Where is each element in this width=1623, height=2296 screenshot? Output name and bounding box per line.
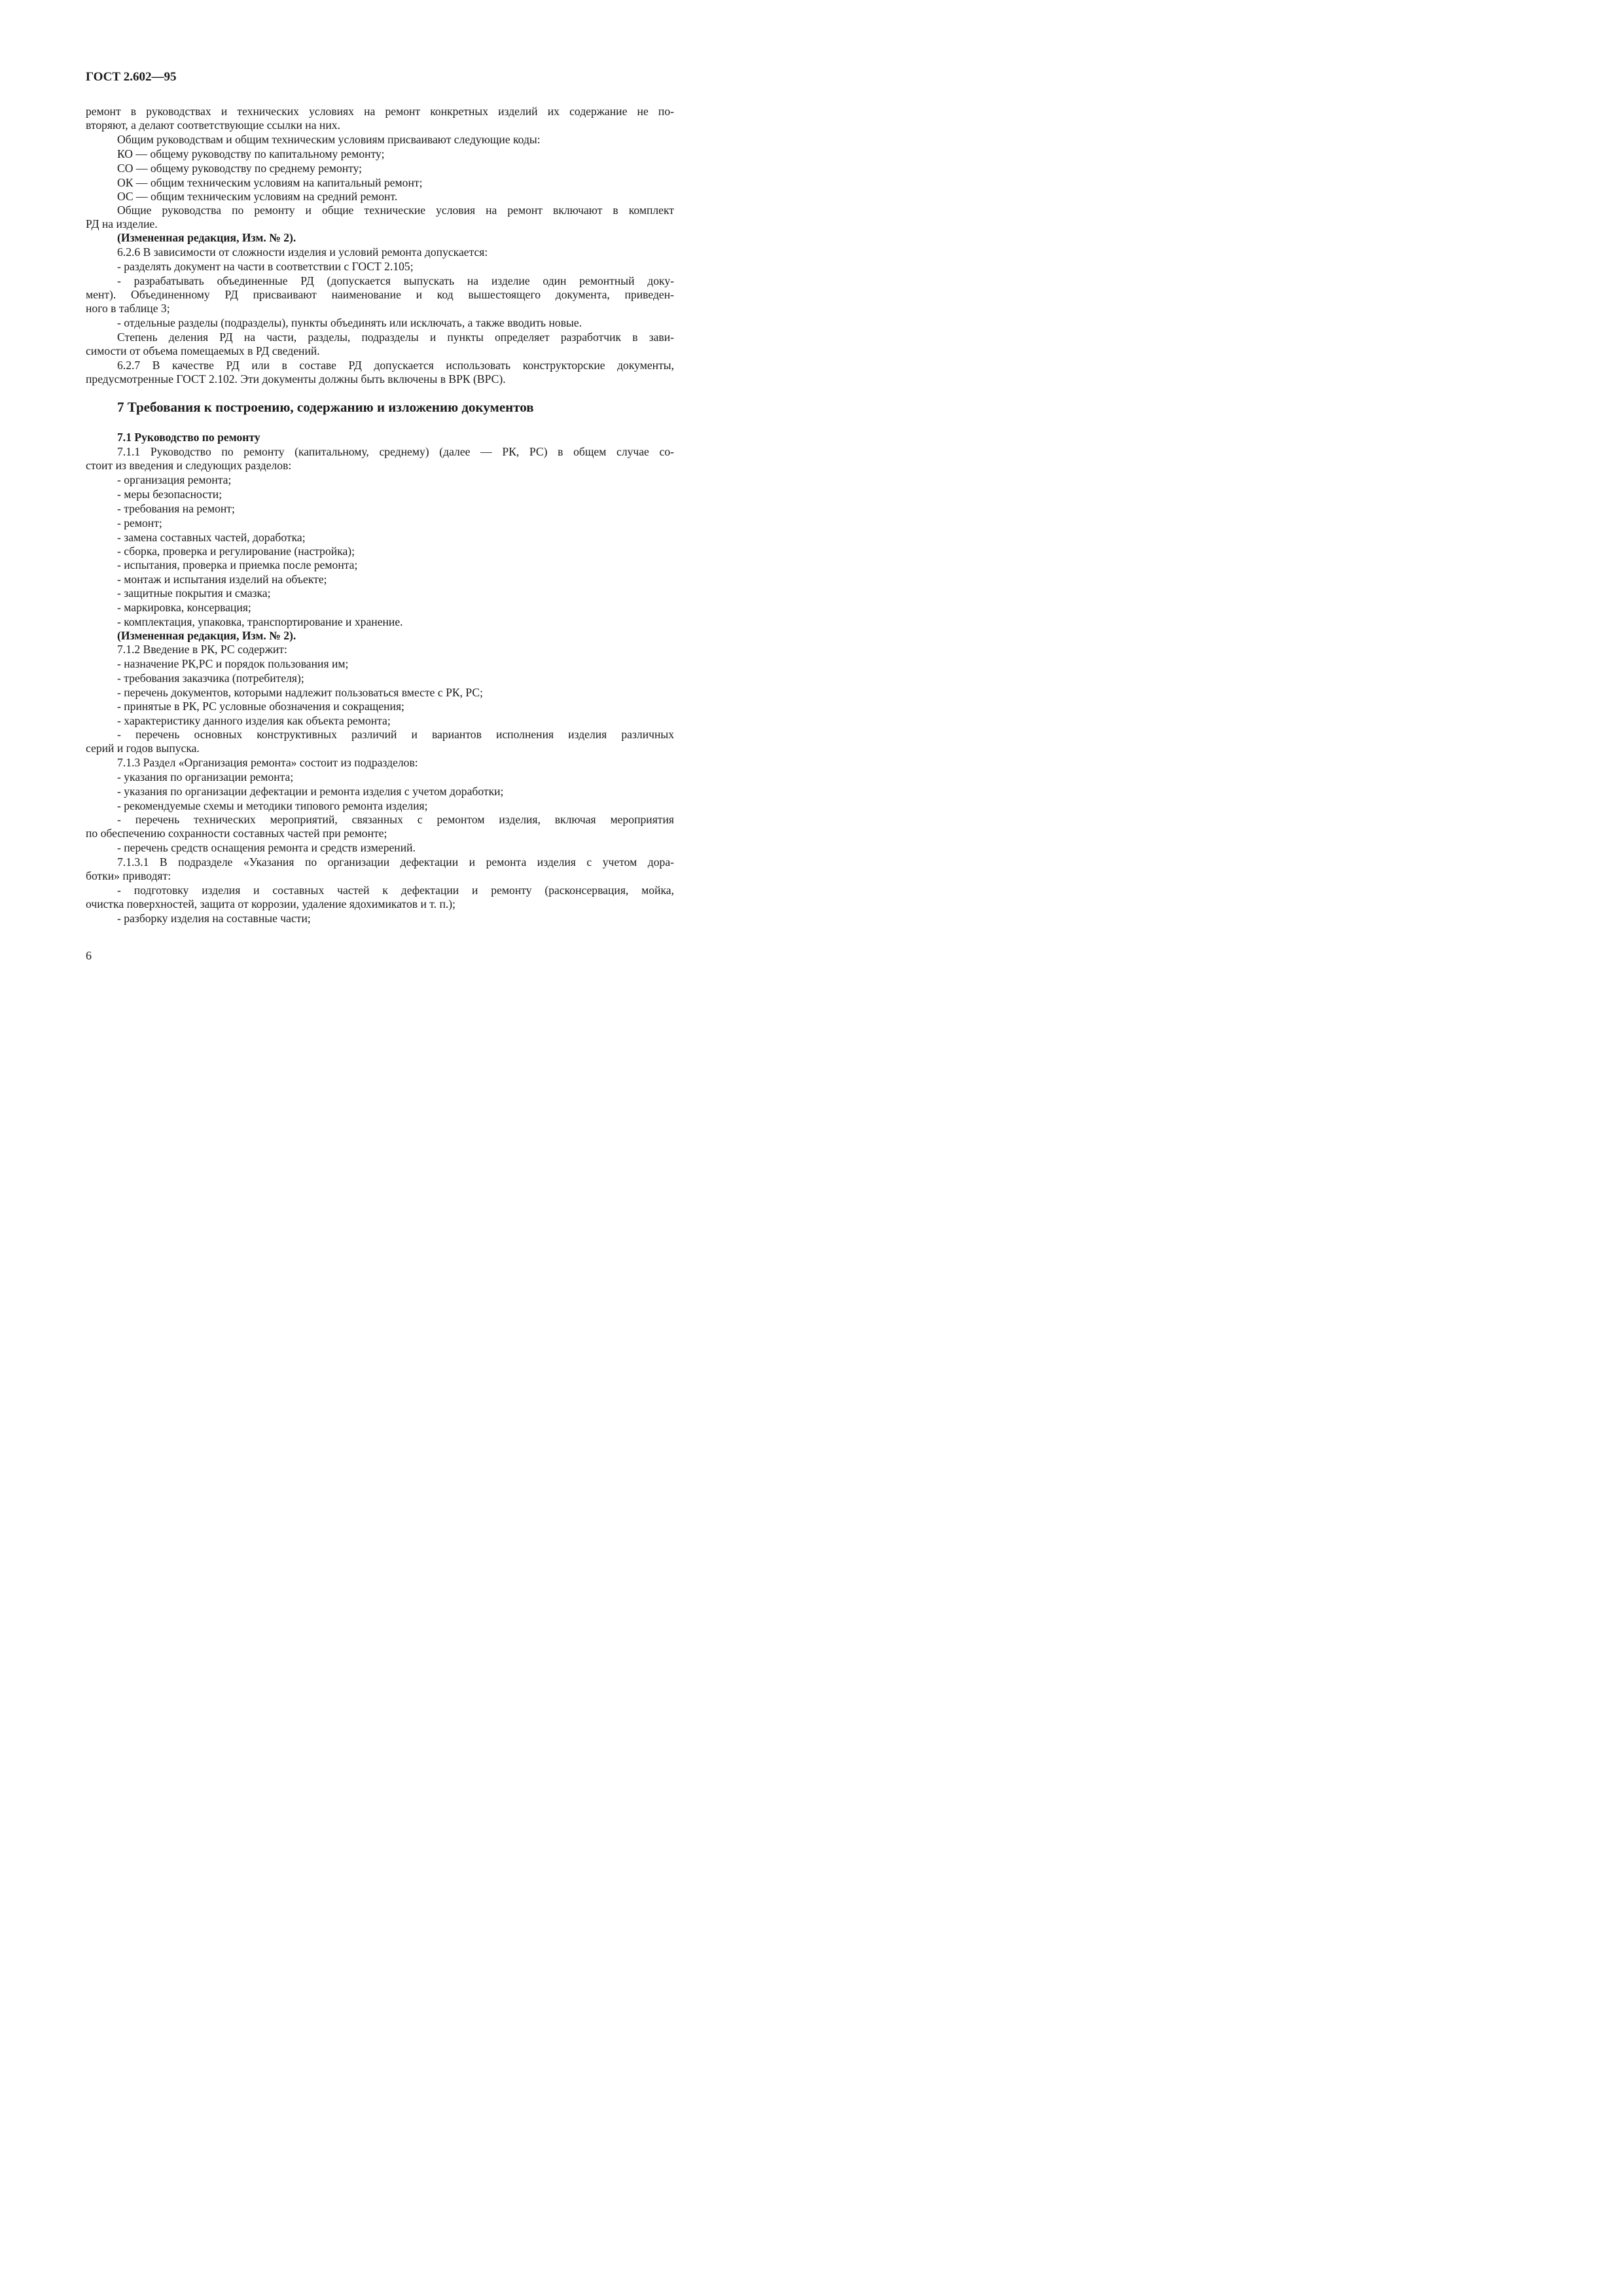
text-line: по обеспечению сохранности составных частей при ремонте;	[86, 827, 387, 840]
list-item: - подготовку изделия и составных частей к дефектации и ремонту (расконсервация, мойка,	[117, 884, 674, 897]
list-item: - защитные покрытия и смазка;	[117, 586, 271, 600]
text-line: 6.2.6 В зависимости от сложности изделия и условий ремонта допускается:	[117, 245, 488, 259]
list-item: - монтаж и испытания изделий на объекте;	[117, 573, 327, 586]
page-number: 6	[86, 949, 92, 962]
list-item: - перечень основных конструктивных различий и вариантов исполнения изделия различных	[117, 728, 674, 741]
list-item: - указания по организации ремонта;	[117, 770, 294, 783]
text-line: 7.1.3 Раздел «Организация ремонта» состоит из подразделов:	[117, 756, 418, 769]
list-item: - характеристику данного изделия как объекта ремонта;	[117, 714, 391, 727]
text-line: Общие руководства по ремонту и общие технические условия на ремонт включают в комплект	[117, 204, 674, 217]
text-line: Степень деления РД на части, разделы, подразделы и пункты определяет разработчик в зави-	[117, 331, 674, 344]
list-item: - разборку изделия на составные части;	[117, 912, 311, 925]
list-item: - перечень документов, которыми надлежит пользоваться вместе с РК, РС;	[117, 686, 484, 699]
list-item: - организация ремонта;	[117, 473, 232, 486]
text-line: 7.1.1 Руководство по ремонту (капитальному, среднему) (далее — РК, РС) в общем случае со-	[117, 445, 674, 458]
text-line: вторяют, а делают соответствующие ссылки на них.	[86, 118, 340, 132]
text-line: ремонт в руководствах и технических условиях на ремонт конкретных изделий их содержание не по-	[86, 105, 674, 118]
list-item: - ремонт;	[117, 516, 162, 529]
list-item: - разделять документ на части в соответствии с ГОСТ 2.105;	[117, 260, 414, 273]
text-line: симости от объема помещаемых в РД сведений.	[86, 344, 320, 357]
text-line: стоит из введения и следующих разделов:	[86, 459, 292, 472]
text-line: Общим руководствам и общим техническим условиям присваивают следующие коды:	[117, 133, 541, 146]
section-heading: 7 Требования к построению, содержанию и изложению документов	[117, 399, 534, 415]
list-item: - указания по организации дефектации и ремонта изделия с учетом доработки;	[117, 785, 504, 798]
document-page	[0, 0, 721, 1020]
document-header: ГОСТ 2.602—95	[86, 70, 177, 84]
text-line: ОК — общим техническим условиям на капитальный ремонт;	[117, 176, 423, 189]
text-line: ботки» приводят:	[86, 869, 171, 882]
amendment-note: (Измененная редакция, Изм. № 2).	[117, 231, 296, 244]
text-line: КО — общему руководству по капитальному ремонту;	[117, 147, 385, 160]
list-item: - перечень технических мероприятий, связанных с ремонтом изделия, включая мероприятия	[117, 813, 674, 826]
list-item: - требования на ремонт;	[117, 502, 235, 515]
list-item: - замена составных частей, доработка;	[117, 531, 306, 544]
list-item: - требования заказчика (потребителя);	[117, 672, 304, 685]
list-item: - принятые в РК, РС условные обозначения и сокращения;	[117, 700, 404, 713]
list-item: - испытания, проверка и приемка после ремонта;	[117, 558, 358, 571]
text-line: мент). Объединенному РД присваивают наименование и код вышестоящего документа, приведен-	[86, 288, 674, 301]
text-line: 7.1.2 Введение в РК, РС содержит:	[117, 643, 287, 656]
text-line: 7.1.3.1 В подразделе «Указания по организации дефектации и ремонта изделия с учетом дора-	[117, 855, 674, 869]
text-line: серий и годов выпуска.	[86, 742, 200, 755]
list-item: - меры безопасности;	[117, 488, 223, 501]
list-item: - рекомендуемые схемы и методики типового ремонта изделия;	[117, 799, 428, 812]
list-item: - назначение РК,РС и порядок пользования им;	[117, 657, 349, 670]
text-line: очистка поверхностей, защита от коррозии, удаление ядохимикатов и т. п.);	[86, 897, 456, 910]
list-item: - сборка, проверка и регулирование (настройка);	[117, 545, 355, 558]
list-item: - перечень средств оснащения ремонта и средств измерений.	[117, 841, 416, 854]
list-item: - комплектация, упаковка, транспортирование и хранение.	[117, 615, 403, 628]
text-line: РД на изделие.	[86, 217, 158, 230]
text-line: СО — общему руководству по среднему ремонту;	[117, 162, 363, 175]
list-item: - разрабатывать объединенные РД (допускается выпускать на изделие один ремонтный доку-	[117, 274, 674, 287]
text-line: предусмотренные ГОСТ 2.102. Эти документы должны быть включены в ВРК (ВРС).	[86, 372, 506, 386]
text-line: 6.2.7 В качестве РД или в составе РД допускается использовать конструкторские документы,	[117, 359, 674, 372]
list-item: - отдельные разделы (подразделы), пункты объединять или исключать, а также вводить новые.	[117, 316, 582, 329]
subsection-heading: 7.1 Руководство по ремонту	[117, 431, 260, 444]
amendment-note: (Измененная редакция, Изм. № 2).	[117, 629, 296, 642]
text-line: ОС — общим техническим условиям на средний ремонт.	[117, 190, 398, 203]
list-item: - маркировка, консервация;	[117, 601, 251, 614]
text-line: ного в таблице 3;	[86, 302, 170, 315]
